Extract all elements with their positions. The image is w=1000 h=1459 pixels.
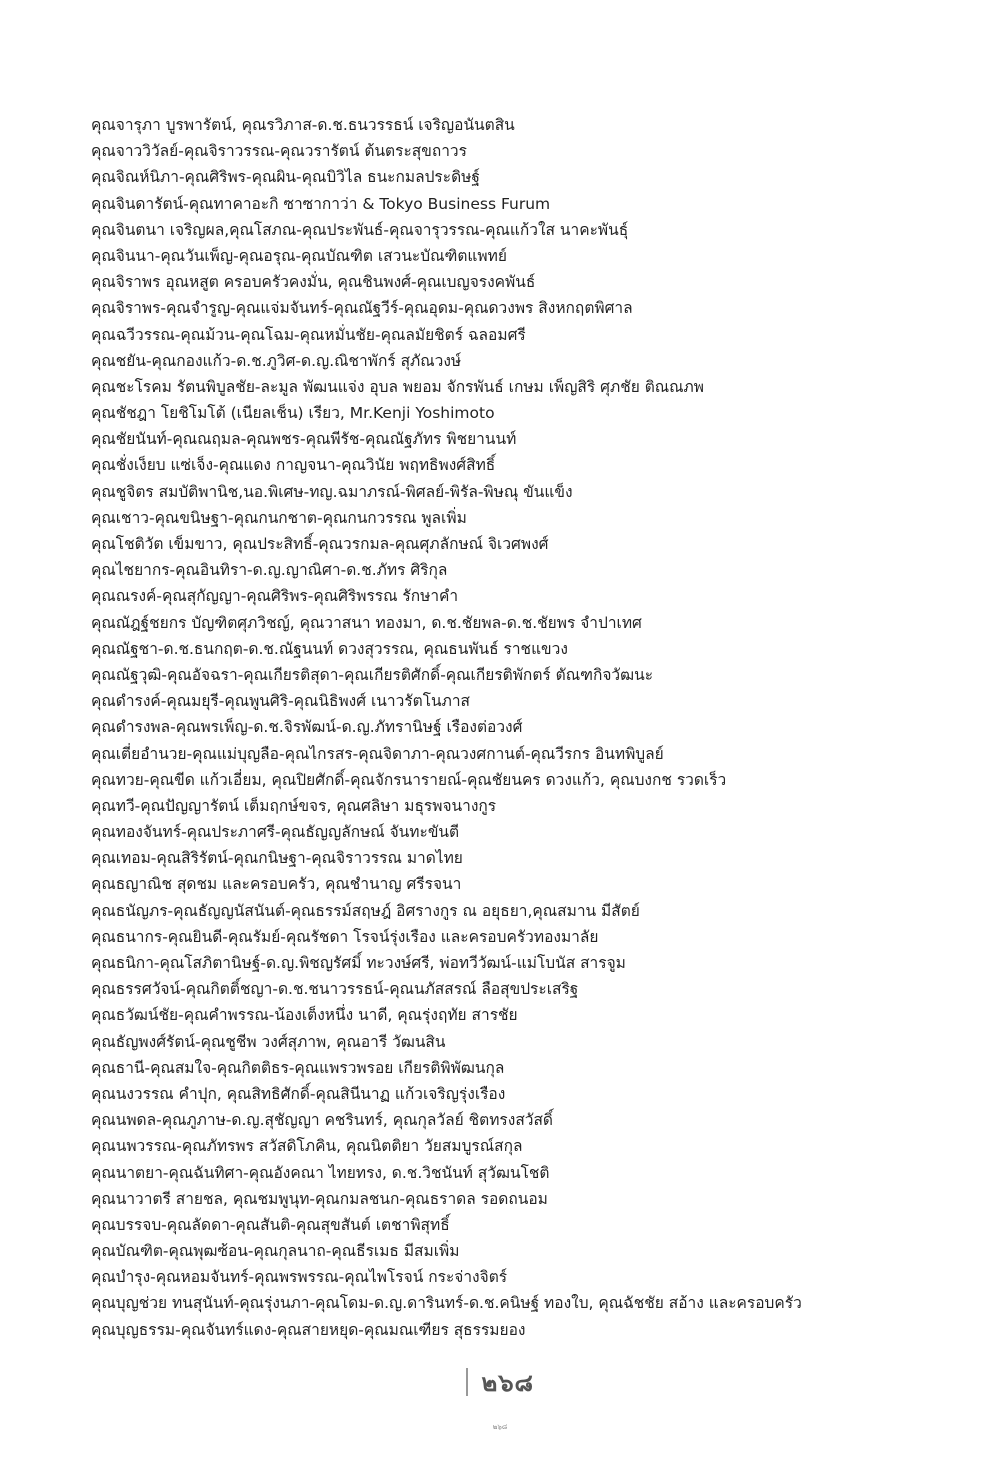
name-line: คุณณัฐวุฒิ-คุณอัจฉรา-คุณเกียรติสุดา-คุณเกียรติศักดิ์-คุณเกียรติพักตร์ ตัณฑกิจวัฒนะ [91, 665, 654, 684]
name-line: คุณธรรศวัจน์-คุณกิตติ์ชญา-ด.ช.ชนาวรรธน์-คุณนภัสสรณ์ ลือสุขประเสริฐ [91, 980, 579, 999]
name-line: คุณธานี-คุณสมใจ-คุณกิตติธร-คุณแพรวพรอย เกียรติพิพัฒนกุล [91, 1058, 505, 1077]
name-line: คุณบุญธรรม-คุณจันทร์แดง-คุณสายหยุด-คุณมณเฑียร สุธรรมยอง [91, 1320, 526, 1339]
name-line: คุณฉวีวรรณ-คุณม้วน-คุณโฉม-คุณหมั่นชัย-คุณลมัยชิตร์ ฉลอมศรี [91, 325, 526, 344]
name-line: คุณธวัฒน์ชัย-คุณคำพรรณ-น้องเต็งหนึ่ง นาดี, คุณรุ่งฤทัย สารชัย [91, 1006, 518, 1025]
name-line: คุณธนิกา-คุณโสภิตานิษฐ์-ด.ญ.พิชญรัศมิ์ ทะวงษ์ศรี, พ่อทวีวัฒน์-แม่โบนัส สารจูม [91, 954, 626, 972]
name-line: คุณธนากร-คุณยินดี-คุณรัมย์-คุณรัชดา โรจน์รุ่งเรือง และครอบครัวทองมาลัย [91, 927, 599, 946]
name-line: คุณจินนา-คุณวันเพ็ญ-คุณอรุณ-คุณบัณฑิต เสวนะบัณฑิตแพทย์ [91, 246, 507, 265]
name-line: คุณไชยากร-คุณอินทิรา-ด.ญ.ญาณิศา-ด.ช.ภัทร ศิริกุล [91, 561, 448, 580]
name-line: คุณชยัน-คุณกองแก้ว-ด.ช.ภูวิศ-ด.ญ.ณิชาพักร์ สุภัณวงษ์ [91, 351, 462, 370]
name-line: คุณโชติวัต เข็มขาว, คุณประสิทธิ์-คุณวรกมล-คุณศุภลักษณ์ จิเวศพงศ์ [91, 535, 549, 553]
name-line: คุณณรงค์-คุณสุกัญญา-คุณศิริพร-คุณศิริพรรณ รักษาคำ [91, 587, 459, 606]
page-number-block [466, 1366, 534, 1398]
name-line: คุณเทอม-คุณสิริรัตน์-คุณกนิษฐา-คุณจิราวรรณ มาดไทย [91, 849, 463, 868]
name-line: คุณณัฎฐ์ชยกร บัญฑิตศุภวิชญ์, คุณวาสนา ทองมา, ด.ช.ชัยพล-ด.ช.ชัยพร จำปาเทศ [91, 613, 642, 632]
name-line: คุณชัชฎา โยชิโมโต้ (เนียลเช็น) เรียว, Mr.Kenji Yoshimoto [91, 404, 495, 423]
name-line: คุณจารุภา บูรพารัตน์, คุณรวิภาส-ด.ช.ธนวรรธน์ เจริญอนันตสิน [91, 116, 515, 134]
name-line: คุณบุญช่วย ทนสุนันท์-คุณรุ่งนภา-คุณโดม-ด.ญ.ดารินทร์-ด.ช.คนิษฐ์ ทองใบ, คุณฉัชชัย สอ้าง และครอบครัว [91, 1294, 802, 1313]
name-line: คุณบัณฑิต-คุณพุฒซ้อน-คุณกุลนาถ-คุณธีรเมธ มีสมเพิ่ม [91, 1242, 460, 1261]
name-line: คุณชะโรคม รัตนพิบูลชัย-ละมูล พัฒนแจ่ง อุบล พยอม จักรพันธ์ เกษม เพ็ญสิริ ศุภชัย ติณณภพ [91, 377, 704, 396]
name-line: คุณธนัญภร-คุณธัญญนัสนันต์-คุณธรรม์สฤษฎ์ อิศรางกูร ณ อยุธยา,คุณสมาน มีสัตย์ [91, 901, 640, 920]
name-line: คุณบำรุง-คุณหอมจันทร์-คุณพรพรรณ-คุณไพโรจน์ กระจ่างจิตร์ [91, 1268, 508, 1287]
page-number-divider [466, 1368, 468, 1396]
name-line: คุณดำรงพล-คุณพรเพ็ญ-ด.ช.จิรพัฒน์-ด.ญ.ภัทรานิษฐ์ เรืองต่อวงศ์ [91, 718, 523, 737]
donor-name-list [91, 112, 951, 1343]
name-line: คุณจิราพร-คุณจำรูญ-คุณแจ่มจันทร์-คุณณัฐวีร์-คุณอุดม-คุณดวงพร สิงหกฤตพิศาล [91, 299, 633, 318]
name-line: คุณจิณห์นิภา-คุณศิริพร-คุณผิน-คุณบิวิไล ธนะกมลประดิษฐ์ [91, 168, 480, 187]
name-line: คุณทวี-คุณปัญญารัตน์ เต็มฤกษ์ขจร, คุณศลิษา มธุรพจนางกูร [91, 796, 497, 815]
name-line: คุณจิราพร อุณหสูต ครอบครัวคงมั่น, คุณชินพงศ์-คุณเบญจรงคพันธ์ [91, 273, 536, 292]
name-line: คุณณัฐชา-ด.ช.ธนกฤต-ด.ช.ณัฐนนท์ ดวงสุวรรณ, คุณธนพันธ์ ราชแขวง [91, 639, 568, 658]
name-line: คุณนาวาตรี สายชล, คุณชมพูนุท-คุณกมลชนก-คุณธราดล รอดถนอม [91, 1189, 548, 1208]
name-line: คุณดำรงค์-คุณมยุรี-คุณพูนศิริ-คุณนิธิพงศ์ เนาวรัตโนภาส [91, 692, 471, 711]
name-line: คุณจาววิวัลย์-คุณจิราวรรณ-คุณวรารัตน์ ต้นตระสุขถาวร [91, 142, 467, 161]
name-line: คุณชัยนันท์-คุณณฤมล-คุณพชร-คุณพีรัช-คุณณัฐภัทร พิชยานนท์ [91, 430, 517, 449]
name-line: คุณนพวรรณ-คุณภัทรพร สวัสดิโภคิน, คุณนิตติยา วัยสมบูรณ์สกุล [91, 1137, 523, 1156]
name-line: คุณนาตยา-คุณฉันทิศา-คุณอังคณา ไทยทรง, ด.ช.วิชนันท์ สุวัฒนโชติ [91, 1163, 550, 1182]
name-line: คุณจินดารัตน์-คุณทาคาอะกิ ซาซากาว่า & Tokyo Business Furum [91, 194, 551, 213]
name-line: คุณนงวรรณ คำปุก, คุณสิทธิศักดิ์-คุณสินีนาฏ แก้วเจริญรุ่งเรือง [91, 1084, 506, 1103]
footer-folio: ๒๖๘ [492, 1423, 508, 1431]
name-line: คุณบรรจบ-คุณลัดดา-คุณสันติ-คุณสุขสันต์ เตชาพิสุทธิ์ [91, 1215, 450, 1234]
name-line: คุณชูจิตร สมบัติพานิช,นอ.พิเศษ-ทญ.ฉมาภรณ์-พิศลย์-พิรัล-พิษณุ ขันแข็ง [91, 482, 573, 501]
name-line: คุณธญาณิช สุดชม และครอบครัว, คุณชำนาญ ศรีรจนา [91, 875, 462, 894]
name-line: คุณนพดล-คุณภูภาษ-ด.ญ.สุชัญญา คชรินทร์, คุณกุลวัลย์ ชิตทรงสวัสดิ์ [91, 1111, 554, 1130]
name-line: คุณทวย-คุณขีด แก้วเอี่ยม, คุณปิยศักดิ์-คุณจักรนารายณ์-คุณชัยนคร ดวงแก้ว, คุณบงกช รวดเร็ว [91, 770, 727, 789]
name-line: คุณจินตนา เจริญผล,คุณโสภณ-คุณประพันธ์-คุณจารุวรรณ-คุณแก้วใส นาคะพันธุ์ [91, 220, 629, 239]
name-line: คุณเชาว-คุณขนิษฐา-คุณกนกชาต-คุณกนกวรรณ พูลเพิ่ม [91, 508, 467, 527]
name-line: คุณทองจันทร์-คุณประภาศรี-คุณธัญญลักษณ์ จันทะขันตี [91, 823, 460, 842]
name-line: คุณชั่งเง็ยบ แซ่เจ็ง-คุณแดง กาญจนา-คุณวินัย พฤทธิพงศ์สิทธิ์ [91, 456, 496, 475]
page-number: ๒๖๘ [481, 1368, 535, 1397]
name-line: คุณเตี่ยอำนวย-คุณแม่บุญลือ-คุณไกรสร-คุณจิดาภา-คุณวงศกานต์-คุณวีรกร อินทพิบูลย์ [91, 744, 664, 763]
name-line: คุณธัญพงศ์รัตน์-คุณชูชีพ วงศ์สุภาพ, คุณอารี วัฒนสิน [91, 1032, 446, 1051]
